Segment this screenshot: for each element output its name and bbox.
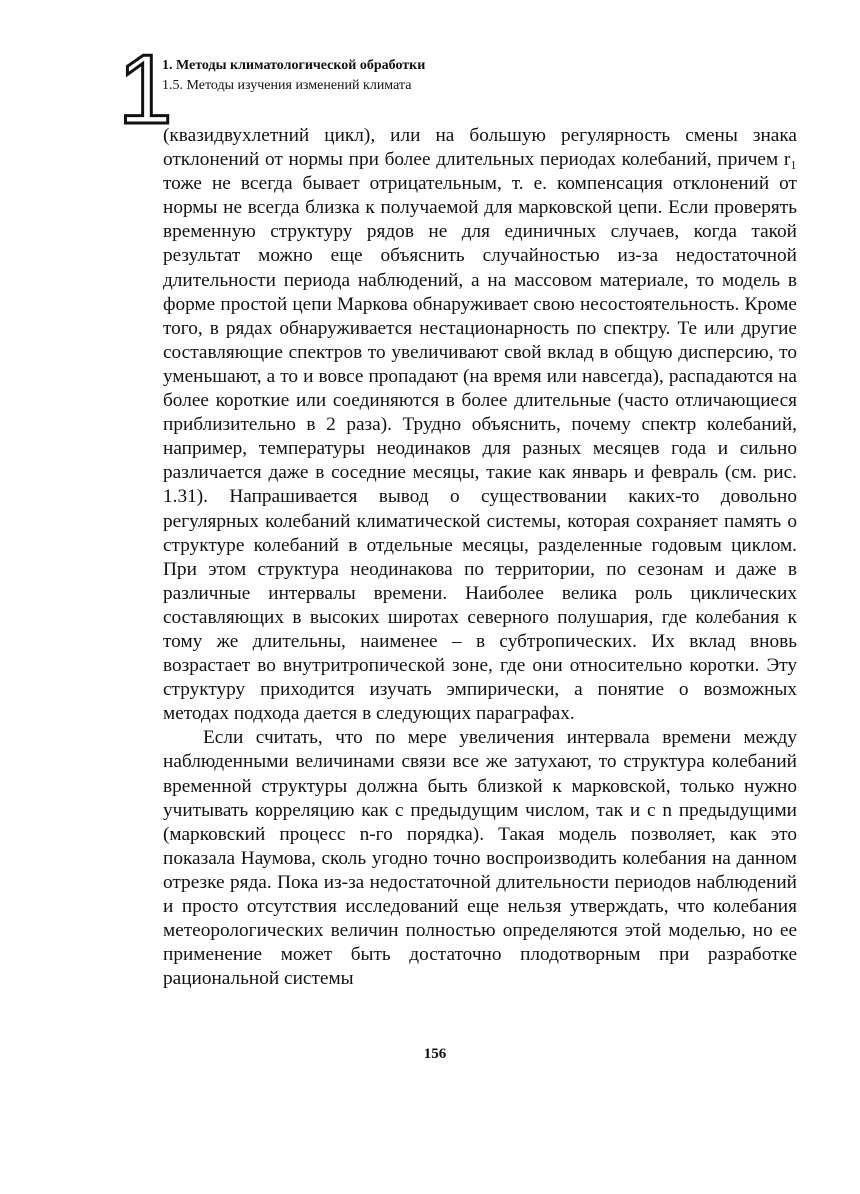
chapter-number: 1 [118,34,173,144]
page-number: 156 [423,1046,447,1062]
chapter-title: 1. Методы климатологической обработки [162,58,426,73]
main-text [163,124,797,991]
running-header [118,34,818,144]
paragraph: (квазидвухлетний цикл), или на большую регулярность смены знака отклонений от нормы при более длительных периодах колебаний, причем r₁ тоже не всегда бывает отрицательным, т. е. компенсация отклонений от нормы не всегда близка к получаемой для марковской цепи. Если проверять временную структуру рядов не для единичных случаев, когда такой результат можно еще объяснить случайностью из-за недостаточной длительности периода наблюдений, а на массовом материале, то модель в форме простой цепи Маркова обнаруживает свою несостоятельность. Кроме того, в рядах обнаруживается нестационарность по спектру. Те или другие составляющие спектров то увеличивают свой вклад в общую дисперсию, то уменьшают, а то и вовсе пропадают (на время или навсегда), распадаются на более короткие или соединяются в более длительные (часто отличающиеся приблизительно в 2 раза). Трудно объяснить, почему спектр колебаний, например, температуры неодинаков для разных месяцев года и сильно различается даже в соседние месяцы, такие как январь и февраль (см. рис. 1.31). Напрашивается вывод о существовании каких-то довольно регулярных колебаний климатической системы, которая сохраняет память о структуре колебаний в отдельные месяцы, разделенные годовым циклом. При этом структура неодинакова по территории, по сезонам и даже в различные интервалы времени. Наиболее велика роль циклических составляющих в высоких широтах северного полушария, где колебания к тому же длительны, наименее – в субтропических. Их вклад вновь возрастает во внутритропической зоне, где они относительно коротки. Эту структуру приходится изучать эмпирически, а понятие о возможных методах подхода дается в следующих параграфах. [163,125,797,725]
section-title: 1.5. Методы изучения изменений климата [162,78,412,93]
paragraph: Если считать, что по мере увеличения интервала времени между наблюденными величинами связи все же затухают, то структура колебаний временной структуры должна быть близкой к марковской, только нужно учитывать корреляцию как с предыдущим числом, так и с n предыдущими (марковский процесс n-го порядка). Такая модель позволяет, как это показала Наумова, сколь угодно точно воспроизводить колебания на данном отрезке ряда. Пока из-за недостаточной длительности периодов наблюдений и просто отсутствия исследований еще нельзя утверждать, что колебания метеорологических величин полностью определяются этой моделью, но ее применение может быть достаточно плодотворным при разработке рациональной системы [163,727,797,990]
